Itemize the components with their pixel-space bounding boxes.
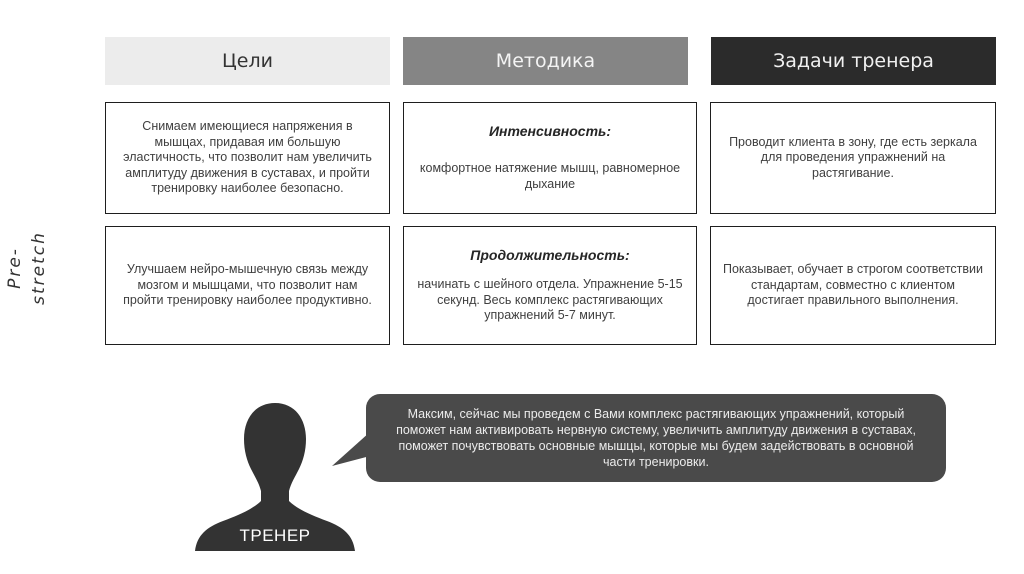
header-trainer-tasks: Задачи тренера <box>711 37 996 85</box>
method-text-1: комфортное натяжение мышц, равномерное дыхание <box>419 161 681 191</box>
speech-bubble <box>366 394 946 482</box>
method-cell-2 <box>403 226 697 345</box>
side-label: Pre-stretch <box>5 231 49 305</box>
goal-text-1: Снимаем имеющиеся напряжения в мышцах, придавая им большую эластичность, что позволит нам увеличить амплитуду движения в суставах, и пройти тренировку наиболее безопасно. <box>123 119 372 196</box>
task-text-1: Проводит клиента в зону, где есть зеркала для проведения упражнений на растягивание. <box>729 134 977 180</box>
goal-text-2: Улучшаем нейро-мышечную связь между мозгом и мышцами, что позволит нам пройти тренировку наиболее продуктивно. <box>123 262 372 308</box>
method-title-1: Интенсивность: <box>488 122 612 139</box>
speech-bubble-tail <box>330 430 370 470</box>
task-cell-1 <box>710 102 996 214</box>
method-text-2: начинать с шейного отдела. Упражнение 5-15 секунд. Весь комплекс растягивающих упражнений 5-7 минут. <box>417 277 683 322</box>
header-method: Методика <box>403 37 688 85</box>
task-text-2: Показывает, обучает в строгом соответствии стандартам, совместно с клиентом достигает правильного выполнения. <box>722 262 983 308</box>
header-goals: Цели <box>105 37 390 85</box>
goal-cell-1 <box>105 102 390 214</box>
method-title-2: Продолжительность: <box>470 246 630 263</box>
speech-text: Максим, сейчас мы проведем с Вами комплекс растягивающих упражнений, который поможет нам активировать нервную систему, увеличить амплитуду движения в суставах, поможет почувствовать основные мышцы, которые мы будем задействовать в основной части тренировки. <box>396 407 916 469</box>
goal-cell-2 <box>105 226 390 345</box>
method-cell-1 <box>403 102 697 214</box>
trainer-label: ТРЕНЕР <box>239 526 311 545</box>
task-cell-2 <box>710 226 996 345</box>
